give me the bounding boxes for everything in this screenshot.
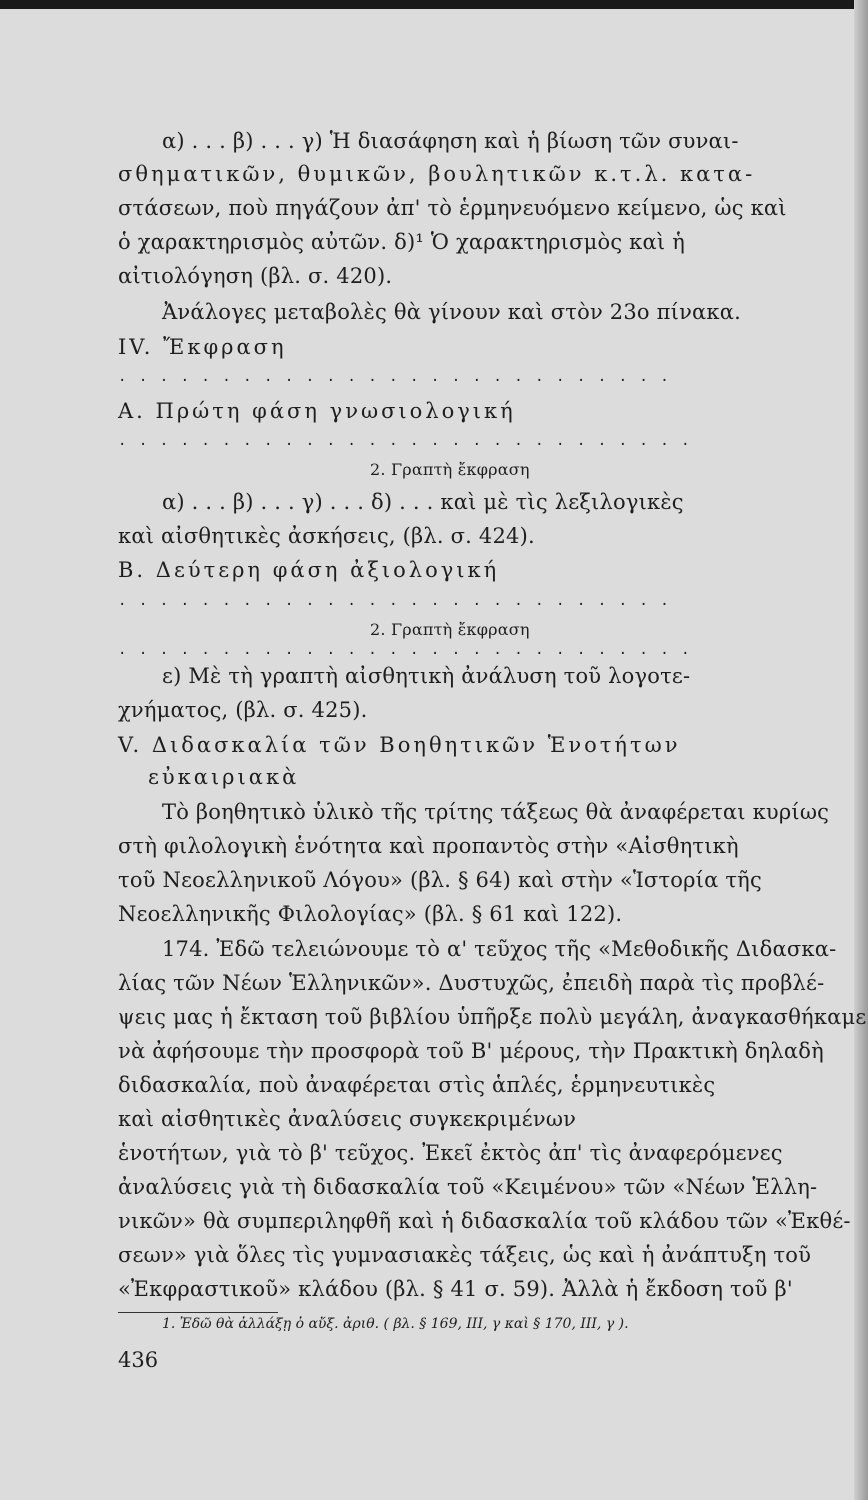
footnote-rule [118,1312,278,1313]
text-line: νικῶν» θὰ συμπεριληφθῆ καὶ ἡ διδασκαλία τοῦ κλάδου τῶν «Ἐκθέ- [118,1209,851,1233]
section-heading: V. Διδασκαλία τῶν Βοηθητικῶν Ἑνοτήτων [118,733,681,757]
text-line: σεων» γιὰ ὅλες τὶς γυμνασιακὲς τάξεις, ὡς καὶ ἡ ἀνάπτυξη τοῦ [118,1243,812,1267]
text-line: λίας τῶν Νέων Ἑλληνικῶν». Δυστυχῶς, ἐπειδὴ παρὰ τὶς προβλέ- [118,971,825,995]
text-line: διδασκαλία, ποὺ ἀναφέρεται στὶς ἁπλές, ἑρμηνευτικὲς [118,1073,716,1097]
item-heading: 2. Γραπτὴ ἔκφραση [370,460,530,479]
text-line: τοῦ Νεοελληνικοῦ Λόγου» (βλ. § 64) καὶ στὴν «Ἱστορία τῆς [118,868,762,892]
text-line: ὁ χαρακτηρισμὸς αὐτῶν. δ)¹ Ὁ χαρακτηρισμὸς καὶ ἡ [118,230,685,254]
text-line: ἀναλύσεις γιὰ τὴ διδασκαλία τοῦ «Κειμένου» τῶν «Νέων Ἑλλη- [118,1175,818,1199]
dot-leader: . . . . . . . . . . . . . . . . . . . . . . . . . . . [118,369,671,385]
dot-leader: . . . . . . . . . . . . . . . . . . . . . . . . . . . [118,593,671,609]
text-line: «Ἐκφραστικοῦ» κλάδου (βλ. § 41 σ. 59). Ἀλλὰ ἡ ἔκδοση τοῦ β' [118,1277,793,1301]
text-line: Τὸ βοηθητικὸ ὑλικὸ τῆς τρίτης τάξεως θὰ ἀναφέρεται κυρίως [162,800,830,824]
text-line: σθηματικῶν, θυμικῶν, βουλητικῶν κ.τ.λ. κατα- [118,162,756,186]
page-number: 436 [118,1348,159,1372]
text-line: στὴ φιλολογικὴ ἑνότητα καὶ προπαντὸς στὴν «Αἰσθητικὴ [118,834,739,858]
text-line: ε) Μὲ τὴ γραπτὴ αἰσθητικὴ ἀνάλυση τοῦ λογοτε- [162,664,691,688]
footnote: 1. Ἐδῶ θὰ ἀλλάξῃ ὁ αὔξ. ἀριθ. ( βλ. § 169, III, γ καὶ § 170, III, γ ). [162,1316,629,1332]
text-line: Ἀνάλογες μεταβολὲς θὰ γίνουν καὶ στὸν 23ο πίνακα. [162,300,742,324]
scan-right-edge [854,0,868,1500]
text-line: Νεοελληνικῆς Φιλολογίας» (βλ. § 61 καὶ 122). [118,902,623,926]
dot-leader: . . . . . . . . . . . . . . . . . . . . . . . . . . . . [118,642,692,658]
text-line: νὰ ἀφήσουμε τὴν προσφορὰ τοῦ Β' μέρους, τὴν Πρακτικὴ δηλαδὴ [118,1039,824,1063]
text-line: ψεις μας ἡ ἔκταση τοῦ βιβλίου ὑπῆρξε πολὺ μεγάλη, ἀναγκασθήκαμε [118,1005,867,1029]
dot-leader: . . . . . . . . . . . . . . . . . . . . . . . . . . . . [118,433,692,449]
subsection-heading: Β. Δεύτερη φάση ἀξιολογική [118,558,500,582]
item-heading: 2. Γραπτὴ ἔκφραση [370,620,530,639]
scan-top-edge [0,0,868,9]
text-line: 174. Ἐδῶ τελειώνουμε τὸ α' τεῦχος τῆς «Μεθοδικῆς Διδασκα- [162,937,837,961]
text-line: καὶ αἰσθητικὲς ἀσκήσεις, (βλ. σ. 424). [118,524,535,548]
subsection-heading: Α. Πρώτη φάση γνωσιολογική [118,399,516,423]
text-line: καὶ αἰσθητικὲς ἀναλύσεις συγκεκριμένων [118,1107,577,1131]
text-line: εὐκαιριακὰ [148,765,300,789]
text-line: α) . . . β) . . . γ) Ἡ διασάφηση καὶ ἡ βίωση τῶν συναι- [162,129,739,153]
text-line: στάσεων, ποὺ πηγάζουν ἀπ' τὸ ἑρμηνευόμενο κείμενο, ὡς καὶ [118,196,787,220]
text-line: ἑνοτήτων, γιὰ τὸ β' τεῦχος. Ἐκεῖ ἐκτὸς ἀπ' τὶς ἀναφερόμενες [118,1141,783,1165]
text-line: αἰτιολόγηση (βλ. σ. 420). [118,264,393,288]
text-line: α) . . . β) . . . γ) . . . δ) . . . καὶ μὲ τὶς λεξιλογικὲς [162,490,684,514]
text-line: χνήματος, (βλ. σ. 425). [118,698,368,722]
section-heading: IV. Ἔκφραση [118,335,287,359]
